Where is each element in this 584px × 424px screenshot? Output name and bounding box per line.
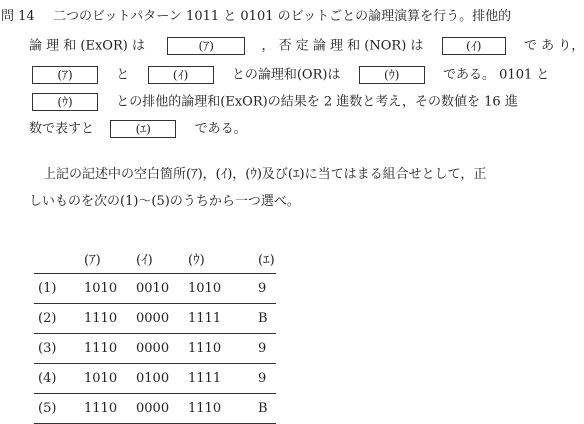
table-header-cell: (ｳ) (188, 244, 258, 274)
blank-box-i: (ｲ) (148, 66, 214, 84)
table-cell: B (258, 394, 276, 424)
question-number: 問 14 (1, 9, 35, 24)
table-cell: 0010 (136, 274, 188, 304)
table-row (34, 364, 276, 394)
question-line-3 (32, 66, 549, 85)
table-cell: 1110 (84, 394, 136, 424)
table-cell: 1010 (188, 274, 258, 304)
choice-number: (4) (34, 364, 84, 394)
question-text: 二つのビットパターン 1011 と 0101 のビットごとの論理演算を行う。排他的 (52, 9, 512, 24)
question-line-4 (32, 93, 518, 112)
question-line-5 (29, 120, 247, 139)
question-line-1 (1, 8, 511, 26)
answer-table (34, 244, 276, 424)
blank-box-a: (ｱ) (167, 37, 245, 55)
table-cell: 1111 (188, 304, 258, 334)
question-text: 論 理 和 (ExOR) は (29, 38, 145, 54)
table-header-cell (34, 244, 84, 274)
choice-number: (1) (34, 274, 84, 304)
question-text: との論理和(OR)は (231, 67, 341, 83)
question-text: である。 0101 と (443, 67, 550, 83)
question-text: で あ り， (523, 38, 584, 54)
question-text: と (116, 67, 130, 83)
blank-box-u: (ｳ) (359, 66, 425, 84)
table-header-cell: (ｲ) (136, 244, 188, 274)
table-cell: 0100 (136, 364, 188, 394)
table-cell: 9 (258, 364, 276, 394)
table-header-cell: (ｴ) (258, 244, 276, 274)
table-cell: 0000 (136, 394, 188, 424)
table-cell: 1110 (188, 334, 258, 364)
table-header-cell: (ｱ) (84, 244, 136, 274)
choice-number: (3) (34, 334, 84, 364)
instruction-line-1: 上記の記述中の空白箇所(ｱ)，(ｲ)，(ｳ)及び(ｴ)に当てはまる組合せとして，正 (43, 167, 487, 182)
table-cell: 9 (258, 334, 276, 364)
blank-box-a: (ｱ) (32, 66, 98, 84)
question-text: との排他的論理和(ExOR)の結果を 2 進数と考え，その数値を 16 進 (116, 94, 518, 110)
blank-box-i: (ｲ) (442, 37, 506, 55)
table-cell: 9 (258, 274, 276, 304)
table-cell: 1110 (84, 304, 136, 334)
table-cell: 0000 (136, 304, 188, 334)
table-cell: 1111 (188, 364, 258, 394)
question-line-2 (29, 37, 584, 56)
table-row (34, 274, 276, 304)
table-header-row (34, 244, 276, 274)
table-cell: 1110 (188, 394, 258, 424)
question-text: 数で表すと (29, 121, 95, 137)
blank-box-u: (ｳ) (32, 93, 98, 111)
table-cell: 1010 (84, 364, 136, 394)
table-cell: 0000 (136, 334, 188, 364)
table-cell: 1110 (84, 334, 136, 364)
question-text: である。 (194, 121, 247, 137)
choice-number: (5) (34, 394, 84, 424)
table-cell: B (258, 304, 276, 334)
choice-number: (2) (34, 304, 84, 334)
table-row (34, 334, 276, 364)
instruction-line-2: しいものを次の(1)～(5)のうちから一つ選べ。 (29, 194, 300, 209)
question-text: ， 否 定 論 理 和 (NOR) は (261, 38, 424, 54)
blank-box-e: (ｴ) (110, 120, 176, 138)
table-cell: 1010 (84, 274, 136, 304)
table-row (34, 304, 276, 334)
table-row (34, 394, 276, 424)
